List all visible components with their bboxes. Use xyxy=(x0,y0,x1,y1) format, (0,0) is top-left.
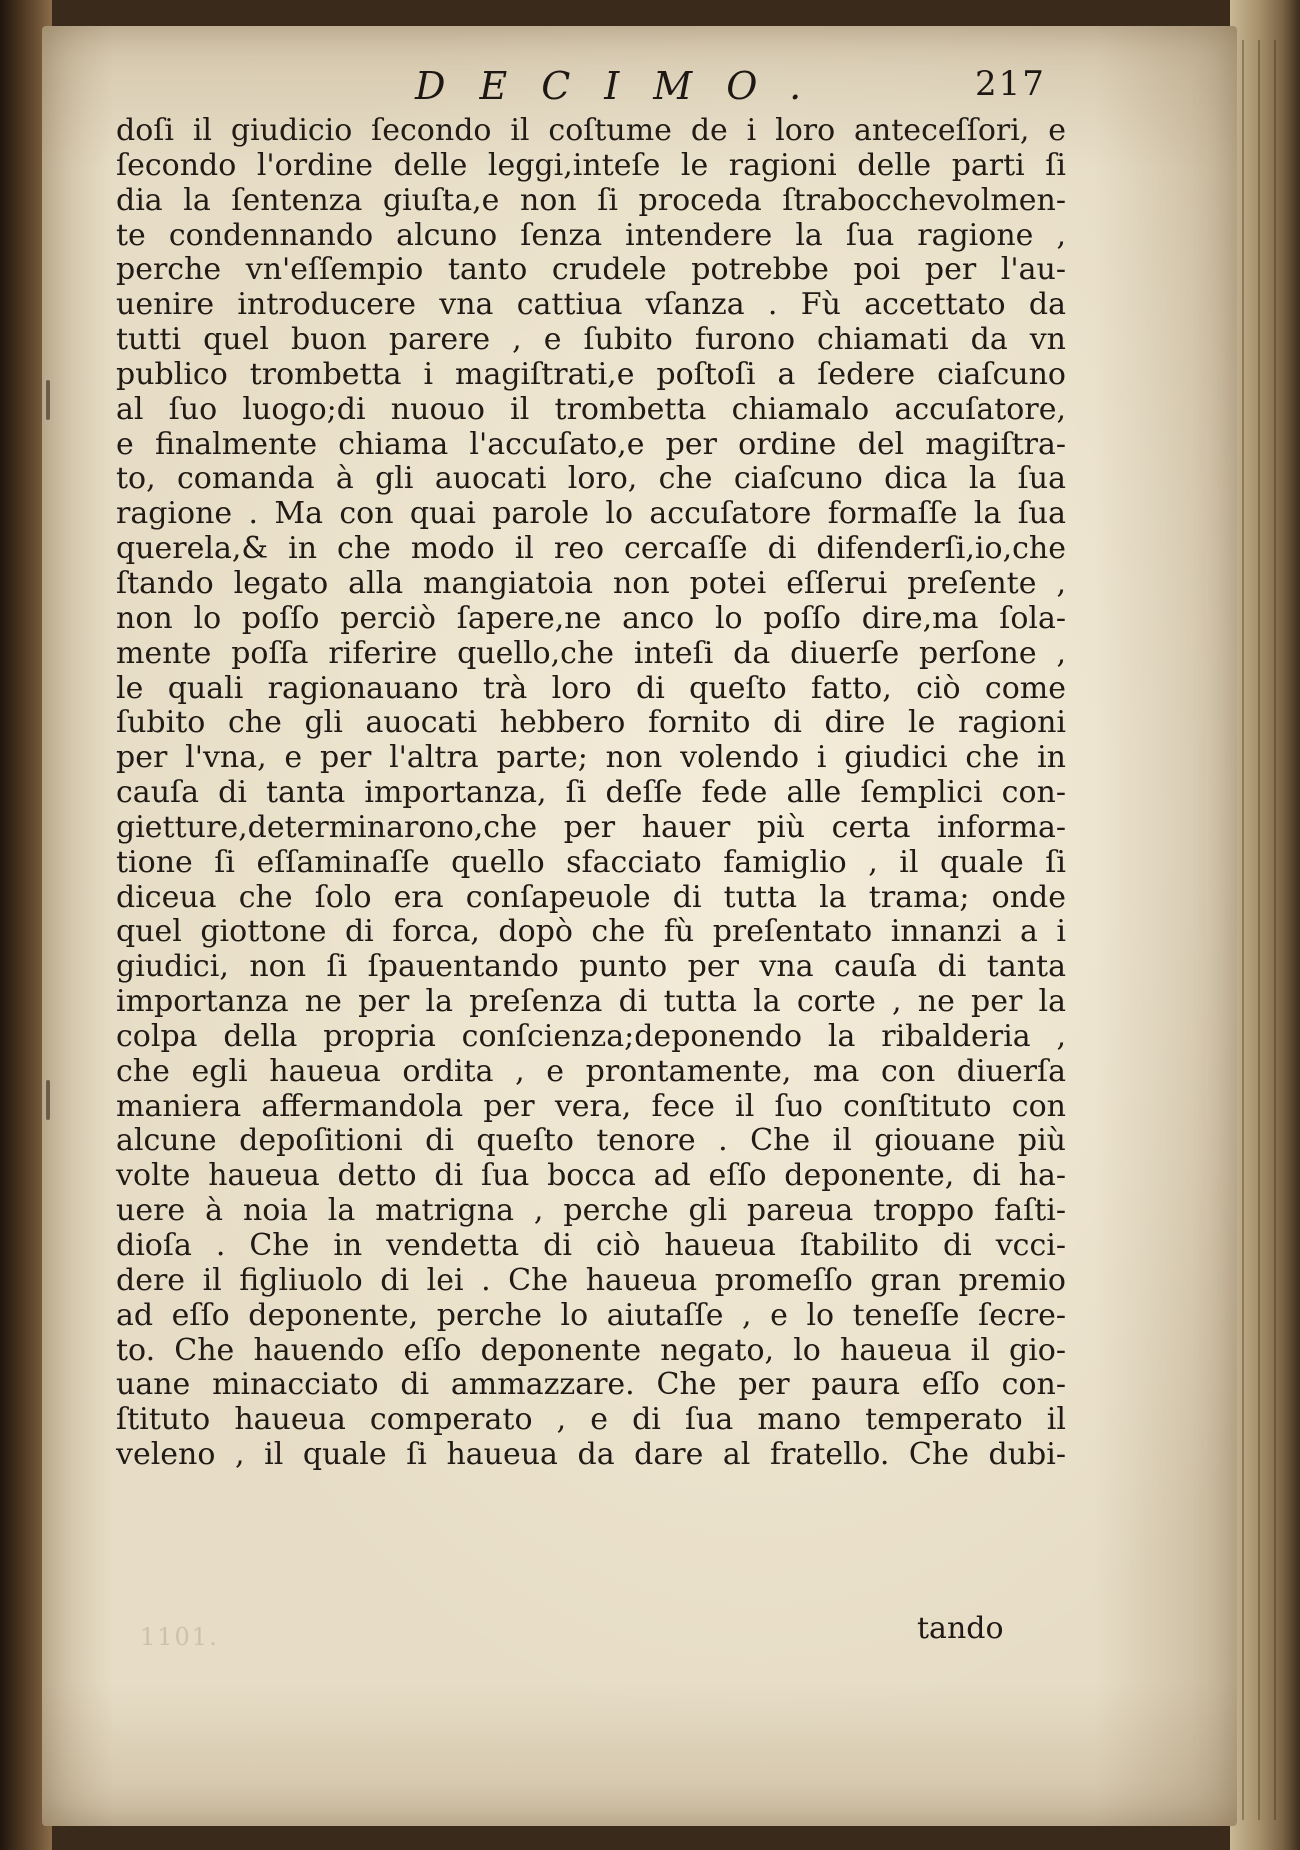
text-line: colpa della propria conſcienza;deponendo la ribalderia , xyxy=(116,1018,1066,1054)
text-line: volte haueua detto di ſua bocca ad eſſo deponente, di ha- xyxy=(116,1158,1066,1194)
body-text xyxy=(116,114,1066,1473)
text-line: le quali ragionauano trà loro di queſto fatto, ciò come xyxy=(116,670,1066,706)
text-line: dioſa . Che in vendetta di ciò haueua ſtabilito di vcci- xyxy=(116,1228,1066,1263)
text-line: ſecondo l'ordine delle leggi,inteſe le ragioni delle parti ſi xyxy=(116,147,1066,183)
catchword: tando xyxy=(917,1611,1004,1646)
text-line: gietture,determinarono,che per hauer più certa informa- xyxy=(116,809,1066,845)
text-line: ſtando legato alla mangiatoia non potei eſſerui preſente , xyxy=(116,565,1066,601)
text-line: uere à noia la matrigna , perche gli pareua troppo faſti- xyxy=(116,1193,1066,1229)
page-header xyxy=(415,60,1055,116)
text-line: ragione . Ma con quai parole lo accuſatore formaſſe la ſua xyxy=(116,496,1066,532)
text-line: uenire introducere vna cattiua vſanza . Fù accettato da xyxy=(116,287,1066,323)
text-line: diceua che ſolo era conſapeuole di tutta la trama; onde xyxy=(116,879,1066,915)
binding-thread xyxy=(46,1080,50,1120)
text-line: tione ſi eſſaminaſſe quello sfacciato famiglio , il quale ſi xyxy=(116,844,1066,880)
text-line: publico trombetta i magiſtrati,e poſtoſi a ſedere ciaſcuno xyxy=(116,356,1066,392)
text-line: to. Che hauendo eſſo deponente negato, lo haueua il gio- xyxy=(116,1332,1066,1368)
page-fore-edge xyxy=(1230,0,1300,1850)
running-head: DECIMO. xyxy=(415,64,836,108)
text-line: al ſuo luogo;di nuouo il trombetta chiamalo accuſatore, xyxy=(116,391,1066,427)
text-line: mente poſſa riferire quello,che inteſi da diuerſe perſone , xyxy=(116,635,1066,671)
text-line: dia la ſentenza giuſta,e non ſi proceda ſtrabocchevolmen- xyxy=(116,182,1066,218)
text-line: perche vn'eſſempio tanto crudele potrebbe poi per l'au- xyxy=(116,252,1066,288)
text-line: quel giottone di forca, dopò che fù preſentato innanzi a i xyxy=(116,914,1066,950)
text-line: alcune depoſitioni di queſto tenore . Che il giouane più xyxy=(116,1123,1066,1159)
text-line: ſtituto haueua comperato , e di ſua mano temperato il xyxy=(116,1402,1066,1438)
text-line: giudici, non ſi ſpauentando punto per vna cauſa di tanta xyxy=(116,949,1066,985)
text-line: cauſa di tanta importanza, ſi deſſe fede alle ſemplici con- xyxy=(116,775,1066,811)
text-line: ad eſſo deponente, perche lo aiutaſſe , e lo teneſſe ſecre- xyxy=(116,1297,1066,1333)
text-line: maniera affermandola per vera, fece il ſuo conſtituto con xyxy=(116,1088,1066,1124)
text-line: e finalmente chiama l'accuſato,e per ordine del magiſtra- xyxy=(116,426,1066,462)
text-line: che egli haueua ordita , e prontamente, ma con diuerſa xyxy=(116,1053,1066,1089)
text-line: doſi il giudicio ſecondo il coſtume de i loro anteceſſori, e xyxy=(116,113,1066,148)
text-line: dere il figliuolo di lei . Che haueua promeſſo gran premio xyxy=(116,1262,1066,1298)
text-line: non lo poſſo perciò ſapere,ne anco lo poſſo dire,ma ſola- xyxy=(116,600,1066,636)
text-line: ſubito che gli auocati hebbero fornito di dire le ragioni xyxy=(116,705,1066,741)
text-line: importanza ne per la preſenza di tutta la corte , ne per la xyxy=(116,984,1066,1020)
text-line: te condennando alcuno ſenza intendere la ſua ragione , xyxy=(116,217,1066,253)
text-line: querela,& in che modo il reo cercaſſe di difenderſi,io,che xyxy=(116,531,1066,567)
text-line: tutti quel buon parere , e ſubito furono chiamati da vn xyxy=(116,322,1066,358)
text-line: per l'vna, e per l'altra parte; non volendo i giudici che in xyxy=(116,740,1066,776)
show-through-text: 1101. xyxy=(140,1623,219,1651)
binding-thread xyxy=(46,380,50,420)
text-line: to, comanda à gli auocati loro, che ciaſcuno dica la ſua xyxy=(116,461,1066,497)
text-line: uane minacciato di ammazzare. Che per paura eſſo con- xyxy=(116,1367,1066,1403)
text-line: veleno , il quale ſi haueua da dare al fratello. Che dubi- xyxy=(116,1437,1066,1473)
page-number: 217 xyxy=(975,64,1046,104)
